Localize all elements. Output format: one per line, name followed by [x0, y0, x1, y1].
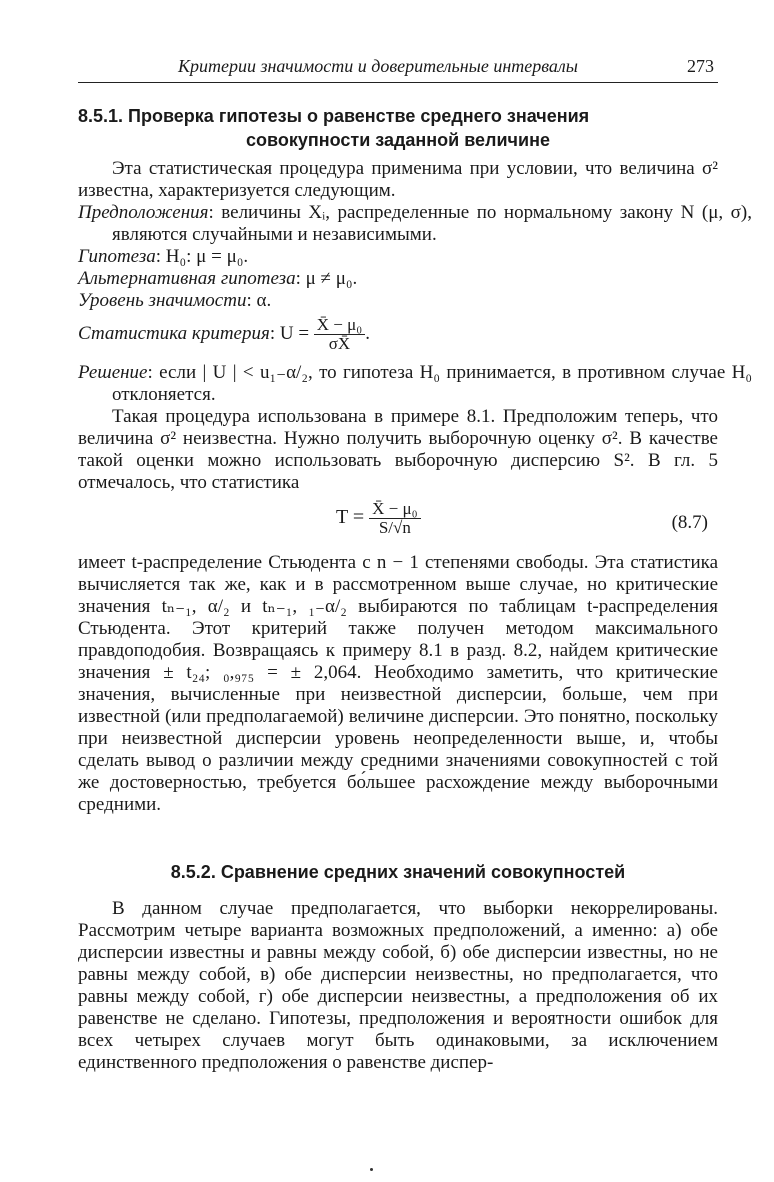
- stat-numerator: X̄ − μ₀: [314, 316, 365, 335]
- running-header: [78, 56, 718, 83]
- assumptions-label: Предположения: [78, 202, 209, 223]
- assumptions: [78, 202, 752, 246]
- section-heading-8-5-1: [78, 104, 718, 152]
- level-label: Уровень значимости: [78, 290, 247, 311]
- paragraph-comparison: В данном случае предполагается, что выборки некоррелированы. Рассмотрим четыре варианта возможных предположений, а именно: а) обе дисперсии известны и равны между собой, б) обе дисперсии известны, но не равны между собой, в) обе дисперсии неизвестны, но предполагается, что равны между собой, г) обе дисперсии неизвестны, а предположения об их равенстве не сделано. Гипотезы, предположения и вероятности ошибок для всех четырех случаев могут быть одинаковыми, за исключением единственного предположения о равенстве диспер-: [78, 898, 718, 1073]
- significance-level: [78, 290, 718, 312]
- decision: [78, 362, 752, 406]
- stat-label: Статистика критерия: [78, 322, 270, 344]
- section-heading-8-5-2: 8.5.2. Сравнение средних значений совокупностей: [170, 862, 626, 882]
- page-number: 273: [687, 56, 714, 76]
- section-heading-line1: 8.5.1. Проверка гипотезы о равенстве среднего значения: [78, 106, 590, 126]
- hypothesis: [78, 246, 718, 268]
- equation-number: (8.7): [671, 512, 708, 533]
- level-text: : α.: [246, 290, 272, 311]
- stat-denominator: σX̄: [328, 334, 351, 353]
- stat-fraction: [314, 316, 365, 353]
- assumptions-text: : величины Xᵢ, распределенные по нормальному закону N (μ, σ), являются случайными и независимыми.: [112, 202, 752, 245]
- print-speck: [370, 1168, 373, 1171]
- equation-denominator: S/√n: [378, 518, 411, 537]
- equation-fraction: [369, 500, 420, 537]
- decision-text: : если | U | < u₁₋α/₂, то гипотеза H₀ принимается, в противном случае H₀ отклоняется.: [112, 362, 752, 405]
- equation-lhs: T =: [336, 506, 365, 529]
- paragraph-t-distribution: имеет t-распределение Стьюдента с n − 1 степенями свободы. Эта статистика вычисляется так же, как и в рассмотренном выше случае, но критические значения tₙ₋₁, α/₂ и tₙ₋₁, ₁₋α/₂ выбираются по таблицам t-распределения Стьюдента. Этот критерий также получен методом максимального правдоподобия. Возвращаясь к примеру 8.1 в разд. 8.2, найдем критические значения ± t₂₄; ₀,₉₇₅ = ± 2,064. Необходимо заметить, что критические значения, вычисленные при неизвестной дисперсии, больше, чем при известной (или предполагаемой) величине дисперсии. Это понятно, поскольку при неизвестной дисперсии уровень неопределенности выше, и, чтобы сделать вывод о различии между средними значениями совокупностей с той же достоверностью, требуется бо́льшее расхождение между выборочными средними.: [78, 552, 718, 815]
- intro-paragraph: Эта статистическая процедура применима при условии, что величина σ² известна, характеризуется следующим.: [78, 158, 718, 201]
- stat-prefix: : U =: [269, 322, 310, 344]
- section-heading-line2: совокупности заданной величине: [246, 130, 550, 150]
- equation-numerator: X̄ − μ₀: [369, 500, 420, 519]
- alt-label: Альтернативная гипотеза: [78, 268, 296, 289]
- alt-text: : μ ≠ μ₀.: [295, 268, 358, 289]
- equation-8-7: [78, 500, 718, 544]
- running-title: Критерии значимости и доверительные интервалы: [178, 56, 578, 76]
- decision-label: Решение: [78, 362, 148, 383]
- paragraph-unknown-variance: Такая процедура использована в примере 8.1. Предположим теперь, что величина σ² неизвестна. Нужно получить выборочную оценку σ². В качестве такой оценки можно использовать выборочную дисперсию S². В гл. 5 отмечалось, что статистика: [78, 406, 718, 493]
- hypothesis-text: : H₀: μ = μ₀.: [155, 246, 249, 267]
- alternative-hypothesis: [78, 268, 718, 290]
- hypothesis-label: Гипотеза: [78, 246, 156, 267]
- test-statistic: Статистика критерия: U = $\frac{\text{X̄ − μ₀}}{\sigma X̄}$ .: [78, 315, 370, 353]
